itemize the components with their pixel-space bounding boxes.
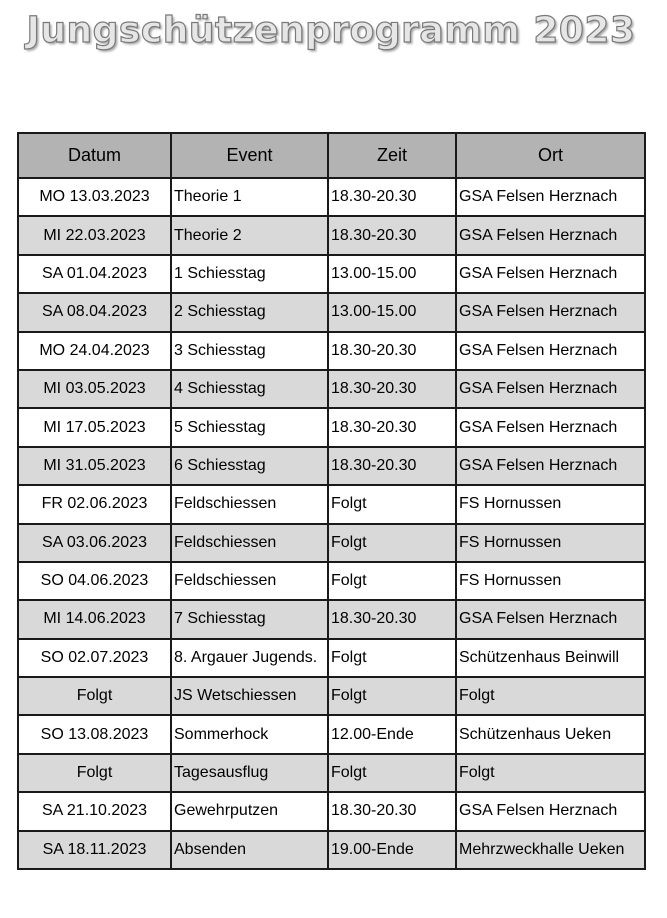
cell-datum: SO 04.06.2023: [18, 562, 171, 600]
table-header-row: [18, 133, 645, 178]
cell-ort: Schützenhaus Ueken: [456, 715, 645, 753]
column-header-datum: Datum: [18, 133, 171, 178]
cell-datum: MI 03.05.2023: [18, 370, 171, 408]
cell-ort: GSA Felsen Herznach: [456, 447, 645, 485]
cell-event: Absenden: [171, 831, 328, 869]
table-row: [18, 715, 645, 753]
table-row: [18, 524, 645, 562]
cell-datum: MI 14.06.2023: [18, 600, 171, 638]
cell-event: Gewehrputzen: [171, 792, 328, 830]
cell-zeit: 18.30-20.30: [328, 178, 456, 216]
cell-zeit: 13.00-15.00: [328, 293, 456, 331]
column-header-ort: Ort: [456, 133, 645, 178]
cell-ort: GSA Felsen Herznach: [456, 792, 645, 830]
page-title: Jungschützenprogramm 2023: [26, 10, 636, 51]
cell-ort: GSA Felsen Herznach: [456, 216, 645, 254]
table-row: [18, 293, 645, 331]
cell-zeit: 18.30-20.30: [328, 600, 456, 638]
table-row: [18, 754, 645, 792]
table-row: [18, 485, 645, 523]
cell-datum: SA 08.04.2023: [18, 293, 171, 331]
table-row: [18, 831, 645, 869]
table-row: [18, 600, 645, 638]
cell-ort: GSA Felsen Herznach: [456, 178, 645, 216]
cell-event: Tagesausflug: [171, 754, 328, 792]
cell-datum: MO 24.04.2023: [18, 332, 171, 370]
table-row: [18, 447, 645, 485]
cell-ort: Folgt: [456, 754, 645, 792]
cell-ort: GSA Felsen Herznach: [456, 370, 645, 408]
cell-datum: MI 17.05.2023: [18, 408, 171, 446]
column-header-event: Event: [171, 133, 328, 178]
cell-datum: SO 13.08.2023: [18, 715, 171, 753]
cell-datum: MI 22.03.2023: [18, 216, 171, 254]
cell-ort: Schützenhaus Beinwill: [456, 639, 645, 677]
cell-zeit: 13.00-15.00: [328, 255, 456, 293]
cell-ort: GSA Felsen Herznach: [456, 408, 645, 446]
cell-datum: Folgt: [18, 677, 171, 715]
cell-event: Feldschiessen: [171, 485, 328, 523]
cell-event: 5 Schiesstag: [171, 408, 328, 446]
cell-zeit: Folgt: [328, 677, 456, 715]
cell-zeit: 18.30-20.30: [328, 447, 456, 485]
cell-event: JS Wetschiessen: [171, 677, 328, 715]
cell-ort: FS Hornussen: [456, 562, 645, 600]
cell-zeit: Folgt: [328, 485, 456, 523]
cell-event: Theorie 2: [171, 216, 328, 254]
table-row: [18, 332, 645, 370]
cell-datum: MI 31.05.2023: [18, 447, 171, 485]
cell-ort: FS Hornussen: [456, 485, 645, 523]
cell-event: 7 Schiesstag: [171, 600, 328, 638]
cell-datum: SA 21.10.2023: [18, 792, 171, 830]
cell-ort: GSA Felsen Herznach: [456, 332, 645, 370]
cell-zeit: 18.30-20.30: [328, 216, 456, 254]
program-table: [17, 132, 646, 870]
cell-zeit: Folgt: [328, 754, 456, 792]
cell-zeit: 18.30-20.30: [328, 408, 456, 446]
cell-datum: SO 02.07.2023: [18, 639, 171, 677]
cell-ort: FS Hornussen: [456, 524, 645, 562]
cell-datum: MO 13.03.2023: [18, 178, 171, 216]
cell-zeit: 18.30-20.30: [328, 370, 456, 408]
table-row: [18, 408, 645, 446]
cell-event: 2 Schiesstag: [171, 293, 328, 331]
cell-datum: Folgt: [18, 754, 171, 792]
cell-event: 3 Schiesstag: [171, 332, 328, 370]
table-row: [18, 370, 645, 408]
table-row: [18, 677, 645, 715]
cell-zeit: 19.00-Ende: [328, 831, 456, 869]
cell-event: Feldschiessen: [171, 524, 328, 562]
cell-event: Sommerhock: [171, 715, 328, 753]
table-row: [18, 216, 645, 254]
cell-event: Feldschiessen: [171, 562, 328, 600]
column-header-zeit: Zeit: [328, 133, 456, 178]
cell-zeit: 18.30-20.30: [328, 792, 456, 830]
cell-zeit: Folgt: [328, 524, 456, 562]
cell-ort: GSA Felsen Herznach: [456, 293, 645, 331]
cell-event: Theorie 1: [171, 178, 328, 216]
cell-datum: FR 02.06.2023: [18, 485, 171, 523]
cell-zeit: Folgt: [328, 562, 456, 600]
cell-datum: SA 01.04.2023: [18, 255, 171, 293]
table-row: [18, 639, 645, 677]
table-row: [18, 255, 645, 293]
cell-datum: SA 03.06.2023: [18, 524, 171, 562]
cell-event: 8. Argauer Jugends.: [171, 639, 328, 677]
table-row: [18, 562, 645, 600]
cell-zeit: Folgt: [328, 639, 456, 677]
cell-event: 6 Schiesstag: [171, 447, 328, 485]
cell-ort: Folgt: [456, 677, 645, 715]
cell-zeit: 18.30-20.30: [328, 332, 456, 370]
cell-event: 4 Schiesstag: [171, 370, 328, 408]
cell-zeit: 12.00-Ende: [328, 715, 456, 753]
cell-event: 1 Schiesstag: [171, 255, 328, 293]
cell-ort: GSA Felsen Herznach: [456, 255, 645, 293]
table-row: [18, 792, 645, 830]
table-row: [18, 178, 645, 216]
cell-ort: Mehrzweckhalle Ueken: [456, 831, 645, 869]
cell-datum: SA 18.11.2023: [18, 831, 171, 869]
cell-ort: GSA Felsen Herznach: [456, 600, 645, 638]
